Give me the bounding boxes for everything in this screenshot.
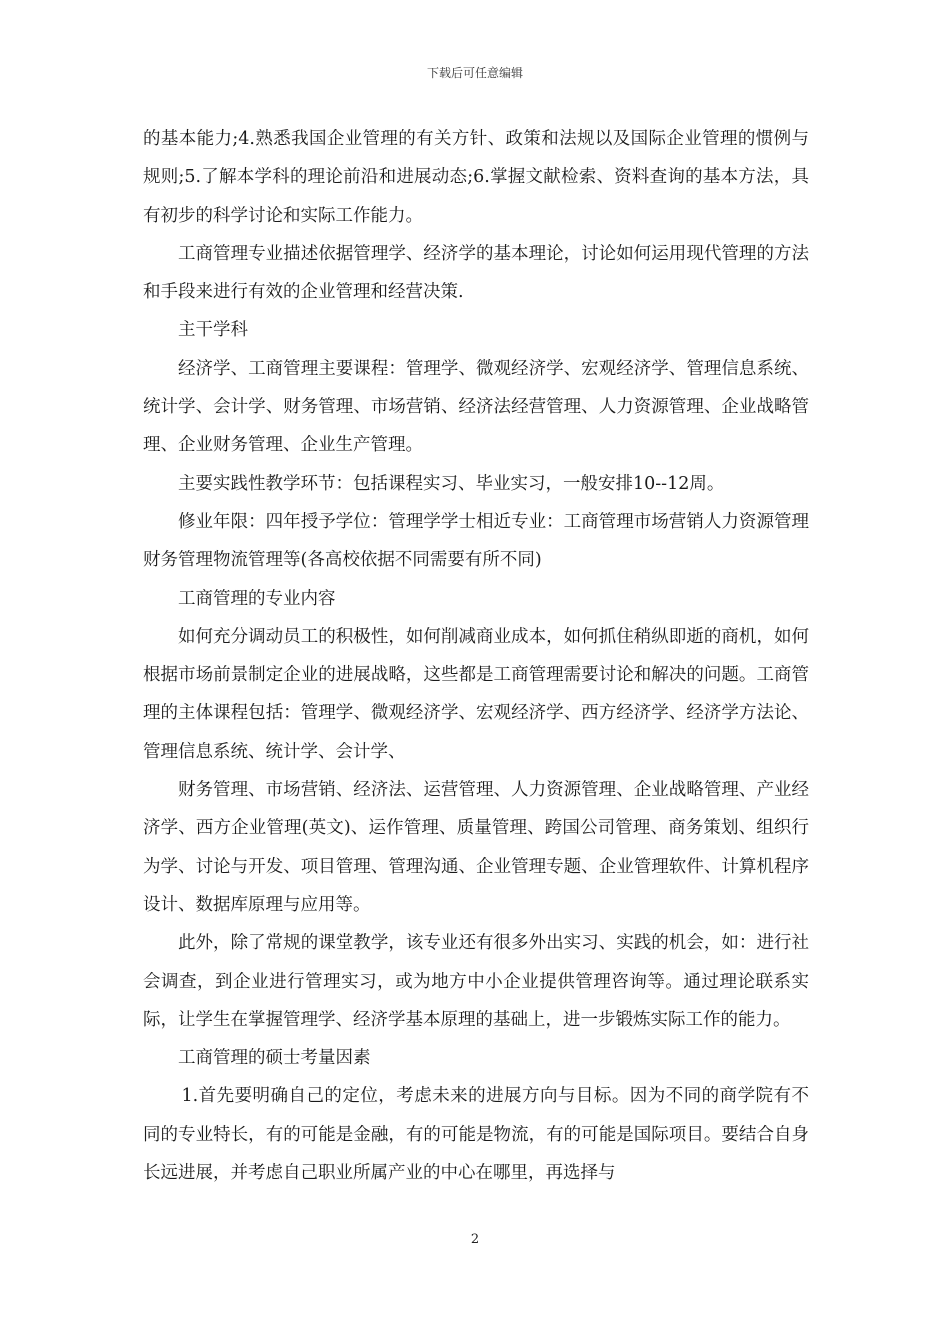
section-heading: 主干学科: [178, 320, 248, 341]
paragraph: 工商管理专业描述依据管理学、经济学的基本理论，讨论如何运用现代管理的方法和手段来进行有效的企业管理和经营决策.: [143, 243, 809, 303]
paragraph: 主要实践性教学环节：包括课程实习、毕业实习，一般安排10--12周。: [178, 473, 725, 494]
paragraph: 财务管理、市场营销、经济法、运营管理、人力资源管理、企业战略管理、产业经济学、西方企业管理(英文)、运作管理、质量管理、跨国公司管理、商务策划、组织行为学、讨论与开发、项目管理、管理沟通、企业管理专题、企业管理软件、计算机程序设计、数据库原理与应用等。: [143, 780, 809, 915]
paragraph: 此外，除了常规的课堂教学，该专业还有很多外出实习、实践的机会，如：进行社会调查，到企业进行管理实习，或为地方中小企业提供管理咨询等。通过理论联系实际，让学生在掌握管理学、经济学基本原理的基础上，进一步锻炼实际工作的能力。: [143, 933, 809, 1030]
page-number: 2: [470, 1232, 480, 1247]
paragraph: 1.首先要明确自己的定位，考虑未来的进展方向与目标。因为不同的商学院有不同的专业特长，有的可能是金融，有的可能是物流，有的可能是国际项目。要结合自身长远进展，并考虑自己职业所属产业的中心在哪里，再选择与: [143, 1086, 809, 1184]
section-heading: 工商管理的硕士考量因素: [178, 1048, 371, 1069]
paragraph: 经济学、工商管理主要课程：管理学、微观经济学、宏观经济学、管理信息系统、统计学、会计学、财务管理、市场营销、经济法经营管理、人力资源管理、企业战略管理、企业财务管理、企业生产管理。: [143, 358, 809, 456]
page-header: 下载后可任意编辑: [426, 66, 523, 80]
document-body: [143, 120, 809, 1192]
section-heading: 工商管理的专业内容: [178, 588, 336, 609]
paragraph: 的基本能力;4.熟悉我国企业管理的有关方针、政策和法规以及国际企业管理的惯例与规则;5.了解本学科的理论前沿和进展动态;6.掌握文献检索、资料查询的基本方法，具有初步的科学讨论和实际工作能力。: [143, 129, 809, 226]
paragraph: 修业年限：四年授予学位：管理学学士相近专业：工商管理市场营销人力资源管理财务管理物流管理等(各高校依据不同需要有所不同): [143, 511, 809, 571]
paragraph: 如何充分调动员工的积极性，如何削减商业成本，如何抓住稍纵即逝的商机，如何根据市场前景制定企业的进展战略，这些都是工商管理需要讨论和解决的问题。工商管理的主体课程包括：管理学、微观经济学、宏观经济学、西方经济学、经济学方法论、管理信息系统、统计学、会计学、: [143, 626, 809, 762]
